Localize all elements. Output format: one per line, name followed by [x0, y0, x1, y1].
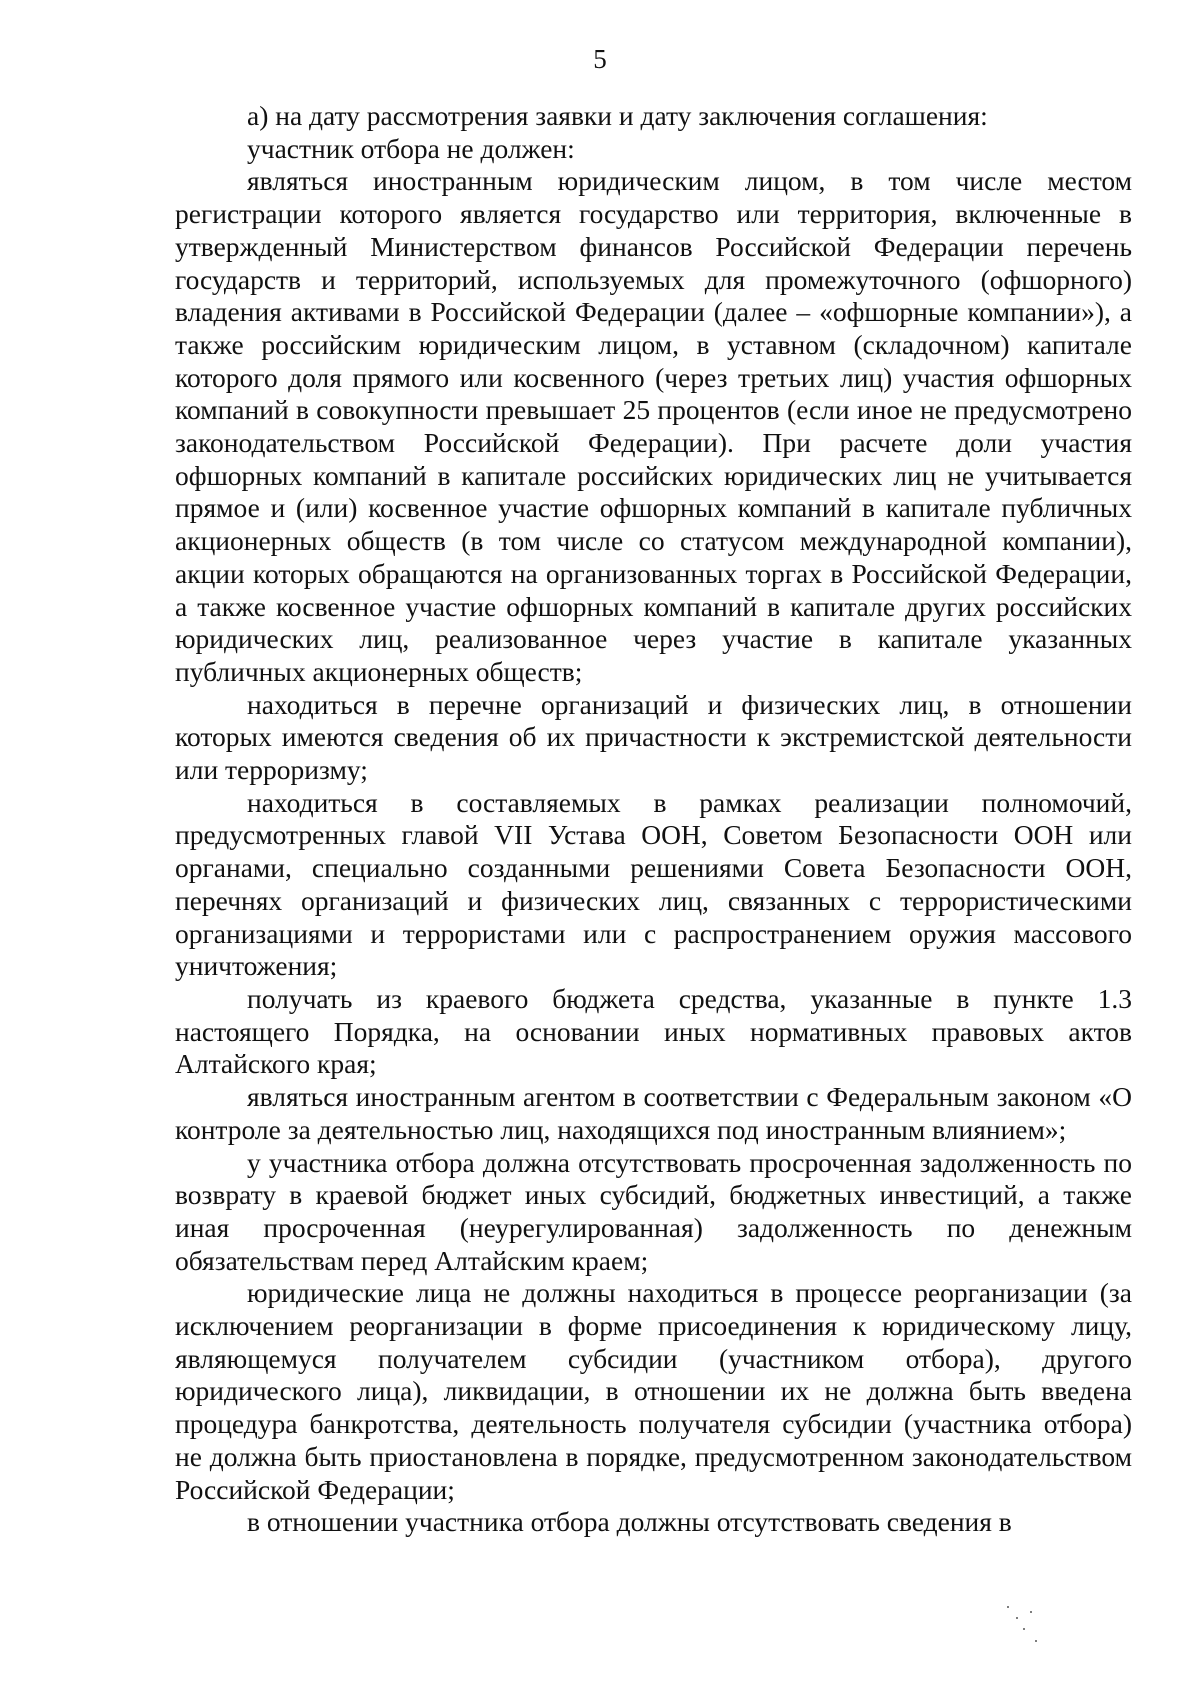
paragraph-un-sanctions-list: находиться в составляемых в рамках реализации полномочий, предусмотренных главой VII Устава ООН, Советом Безопасности ООН или органами, специально созданными решениями Совета Безопасности ООН, перечнях организаций и физических лиц, связанных с террористическими организациями и террористами или с распространением оружия массового уничтожения; [175, 786, 1132, 982]
scan-speck [1023, 1628, 1025, 1630]
page-number: 5 [593, 44, 607, 74]
scan-speck [1035, 1640, 1037, 1642]
paragraph-foreign-entity: являться иностранным юридическим лицом, в том числе местом регистрации которого является государство или территория, включенные в утвержденный Министерством финансов Российской Федерации перечень государств и территорий, используемых для промежуточного (офшорного) владения активами в Российской Федерации (далее – «офшорные компании»), а также российским юридическим лицом, в уставном (складочном) капитале которого доля прямого или косвенного (через третьих лиц) участия офшорных компаний в совокупности превышает 25 процентов (если иное не предусмотрено законодательством Российской Федерации). При расчете доли участия офшорных компаний в капитале российских юридических лиц не учитывается прямое и (или) косвенное участие офшорных компаний в капитале публичных акционерных обществ (в том числе со статусом международной компании), акции которых обращаются на организованных торгах в Российской Федерации, а также косвенное участие офшорных компаний в капитале других российских юридических лиц, реализованное через участие в капитале указанных публичных акционерных обществ; [175, 165, 1132, 687]
paragraph-participant-must-not: участник отбора не должен: [247, 132, 575, 164]
paragraph-foreign-agent: являться иностранным агентом в соответствии с Федеральным законом «О контроле за деятельностью лиц, находящихся под иностранным влиянием»; [175, 1081, 1132, 1145]
paragraph-reorganization: юридические лица не должны находиться в процессе реорганизации (за исключением реорганизации в форме присоединения к юридическому лицу, являющемуся получателем субсидии (участником отбора), другого юридического лица), ликвидации, в отношении их не должна быть введена процедура банкротства, деятельность получателя субсидии (участника отбора) не должна быть приостановлена в порядке, предусмотренном законодательством Российской Федерации; [175, 1277, 1132, 1505]
scan-speck [1016, 1617, 1018, 1619]
paragraph-debt: у участника отбора должна отсутствовать просроченная задолженность по возврату в краевой бюджет иных субсидий, бюджетных инвестиций, а также иная просроченная (неурегулированная) задолженность по денежным обязательствам перед Алтайским краем; [175, 1146, 1132, 1276]
paragraph-extremism-list: находиться в перечне организаций и физических лиц, в отношении которых имеются сведения об их причастности к экстремистской деятельности или терроризму; [175, 688, 1132, 786]
scan-speck [1030, 1611, 1032, 1613]
document-body [175, 100, 1132, 1539]
scan-speck [1007, 1606, 1009, 1608]
paragraph-information-absence: в отношении участника отбора должны отсутствовать сведения в [247, 1506, 1012, 1538]
paragraph-other-budget-funds: получать из краевого бюджета средства, указанные в пункте 1.3 настоящего Порядка, на основании иных нормативных правовых актов Алтайского края; [175, 982, 1132, 1080]
paragraph-a-intro: а) на дату рассмотрения заявки и дату заключения соглашения: [247, 100, 988, 131]
